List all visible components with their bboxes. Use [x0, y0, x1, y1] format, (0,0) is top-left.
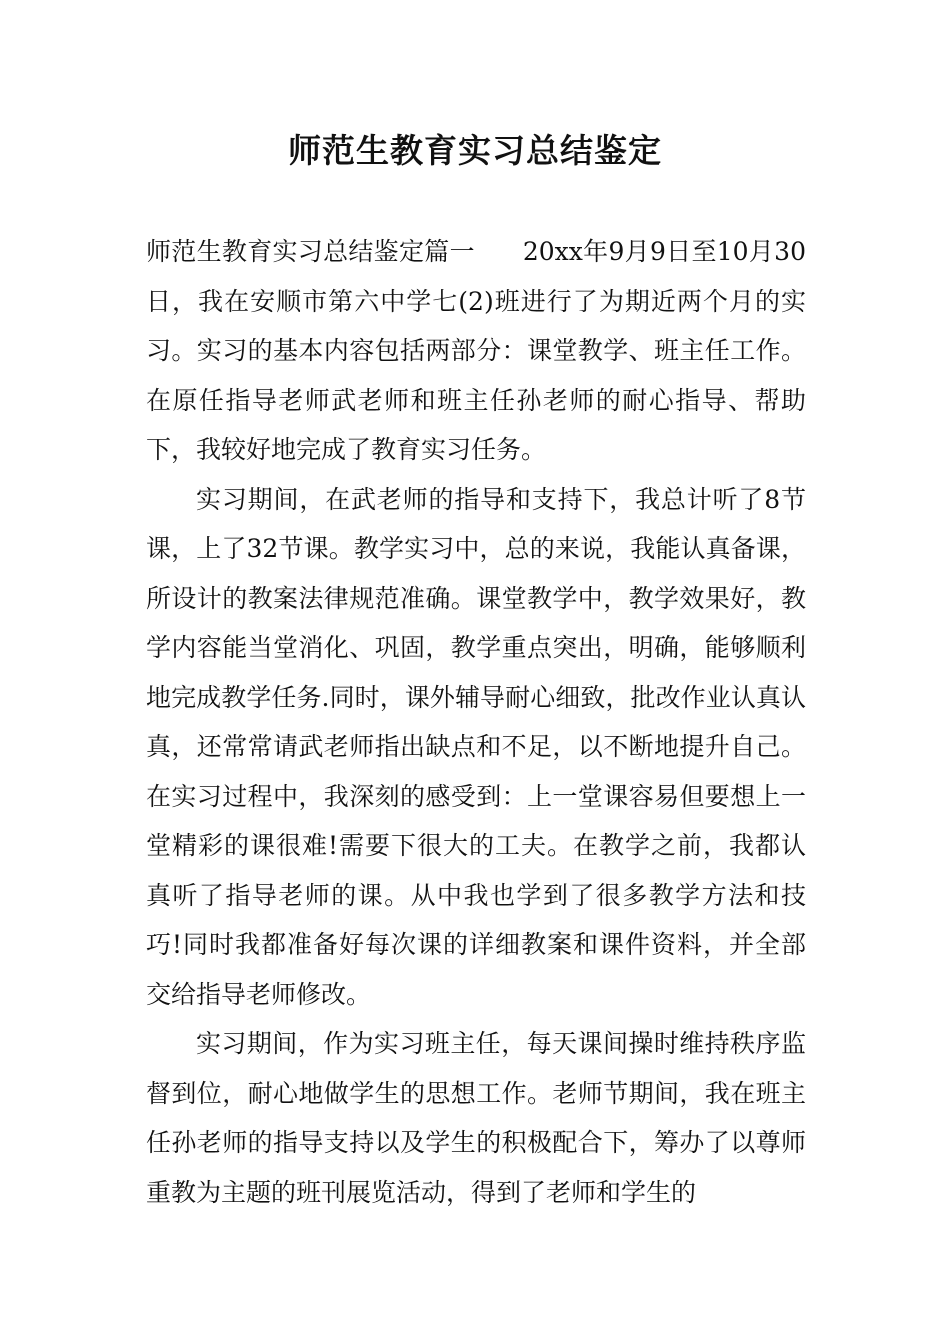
- document-body: [146, 227, 806, 1217]
- section-heading: 师范生教育实习总结鉴定篇一: [146, 237, 475, 266]
- paragraph-1: [146, 227, 806, 475]
- paragraph-3: 实习期间，作为实习班主任，每天课间操时维持秩序监督到位，耐心地做学生的思想工作。老师节期间，我在班主任孙老师的指导支持以及学生的积极配合下，筹办了以尊师重教为主题的班刊展览活动，得到了老师和学生的: [146, 1029, 806, 1207]
- paragraph-2: 实习期间，在武老师的指导和支持下，我总计听了8节课，上了32节课。教学实习中，总的来说，我能认真备课，所设计的教案法律规范准确。课堂教学中，教学效果好，教学内容能当堂消化、巩固，教学重点突出，明确，能够顺利地完成教学任务.同时，课外辅导耐心细致，批改作业认真认真，还常常请武老师指出缺点和不足，以不断地提升自己。在实习过程中，我深刻的感受到：上一堂课容易但要想上一堂精彩的课很难!需要下很大的工夫。在教学之前，我都认真听了指导老师的课。从中我也学到了很多教学方法和技巧!同时我都准备好每次课的详细教案和课件资料，并全部交给指导老师修改。: [146, 484, 806, 1009]
- document-title: 师范生教育实习总结鉴定: [288, 131, 662, 170]
- paragraph-1-text: 20xx年9月9日至10月30日，我在安顺市第六中学七(2)班进行了为期近两个月的实习。实习的基本内容包括两部分：课堂教学、班主任工作。在原任指导老师武老师和班主任孙老师的耐心指导、帮助下，我较好地完成了教育实习任务。: [146, 237, 806, 464]
